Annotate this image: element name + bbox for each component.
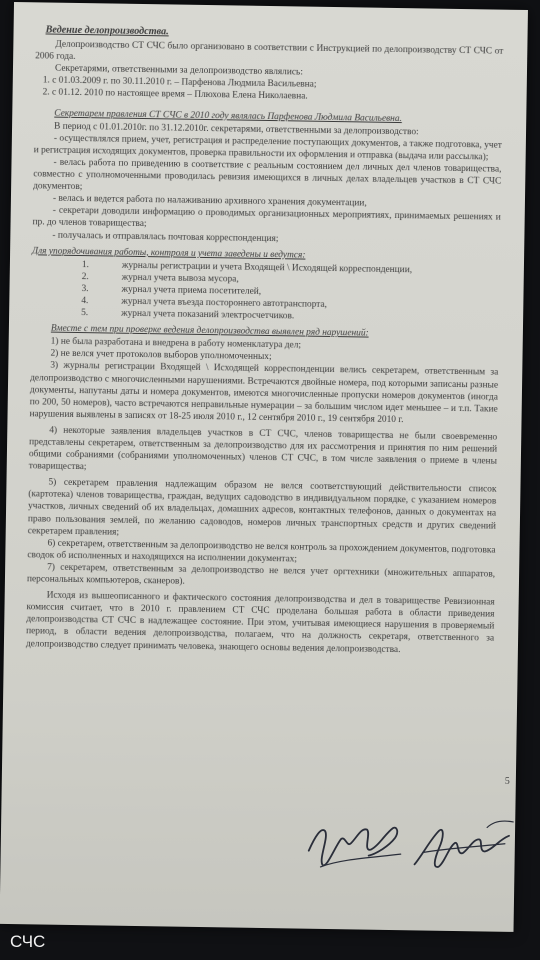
violation-item: 6) секретарем, ответственным за делопроизводство не велся контроль за прохождением документов, подготовка сводок об исполненных и находящихся на исполнении документах; xyxy=(27,538,496,565)
image-caption: СЧС xyxy=(10,932,46,951)
violation-item: 4) некоторые заявления владельцев участков в СТ СЧС, членов товарищества не были своевременно представлены секретарем, ответственным за делопроизводство для их рассмотрения и принятия по ним решений общими собраниями (собраниями уполномоченных) членов СТ СЧС, в том числе заявления о приеме в члены товарищества; xyxy=(28,425,498,473)
signature-2 xyxy=(408,808,519,880)
section-secretary-title: Секретарем правления СТ СЧС в 2010 году являлась Парфенова Людмила Васильевна. xyxy=(54,108,402,124)
document-body xyxy=(26,24,504,657)
secretaries-paragraph: Секретарями, ответственными за делопроизводство являлись: xyxy=(54,63,303,78)
journal-item: 2. журнал учета вывоза мусора, xyxy=(81,271,239,285)
journal-item: 5. журнал учета показаний электросчетчиков. xyxy=(81,308,295,322)
secretary-item-1: 1. с 01.03.2009 г. по 30.11.2010 г. – Парфенова Людмила Васильевна; xyxy=(42,75,317,91)
intro-paragraph: Делопроизводство СТ СЧС было организовано в соответствии с Инструкцией по делопроизводству СТ СЧС от 2006 года. xyxy=(35,39,504,63)
duty-item: - секретари доводили информацию о проводимых организационных мероприятиях, принимаемых решениях и пр. до членов товарищества; xyxy=(32,205,501,230)
violation-item: 5) секретарем правления надлежащим образом не велся соответствующий действительности список (картотека) членов товарищества, граждан, ведущих садоводство в индивидуальном порядке, с указанием номеров участков, личных сведений об их владельцах, домашних адресов, контактных телефонов, данных о документах на право пользования землей, по желанию садоводов, номеров личных транспортных средств и других сведений секретарем правления; xyxy=(27,477,497,538)
journal-list xyxy=(81,259,500,326)
journal-item: 1. журналы регистрации и учета Входящей \ Исходящей корреспонденции, xyxy=(81,259,413,275)
violation-item: 7) секретарем, ответственным за делопроизводство не велся учет оргтехники (множительных аппаратов, персональных компьютеров, сканеров). xyxy=(26,562,496,587)
document-page xyxy=(0,2,528,932)
journal-item: 4. журнал учета въезда постороннего автотранспорта, xyxy=(81,296,328,310)
section-violations-title: Вместе с тем при проверке ведения делопроизводства выявлен ряд нарушений: xyxy=(50,323,369,339)
duty-item: - осуществлялся прием, учет, регистрация и распределение поступающих документов, а также подготовка, учет и регистрация исходящих документов, проверка правильности их оформления и отправка (выдача или рассылка); xyxy=(33,133,502,163)
conclusion-paragraph: Исходя из вышеописанного и фактического состояния делопроизводства и дел в товариществе Ревизионная комиссия считает, что в 2010 г. правлением СТ СЧС проделана большая работа в области приведения делопроизводства СТ СЧС в надлежащее состояние. При этом, учитывая имеющиеся нарушения в проверяемый период, в области ведения делопроизводства, полагаем, что на должность секретаря, ответственного за делопроизводство следует принимать человека, знающего основы ведения делопроизводства. xyxy=(25,590,495,655)
secretary-item-2: 2. с 01.12. 2010 по настоящее время – Плюхова Елена Николаевна. xyxy=(42,87,308,103)
violation-item: 1) не была разработана и внедрена в работу номенклатура дел; xyxy=(50,336,302,351)
duty-item: - получалась и отправлялась почтовая корреспонденция; xyxy=(52,230,279,244)
page-number: 5 xyxy=(504,775,510,787)
violation-item: 2) не велся учет протоколов выборов уполномоченных; xyxy=(50,348,272,363)
document-heading: Ведение делопроизводства. xyxy=(45,24,169,38)
duty-item: - велась и ведется работа по налаживанию архивного хранения документации, xyxy=(52,193,367,209)
section-journals-title: Для упорядочивания работы, контроля и учета заведены и ведутся: xyxy=(32,245,306,261)
period-paragraph: В период с 01.01.2010г. по 31.12.2010г. секретарями, ответственными за делопроизводство: xyxy=(54,121,419,137)
violation-item: 3) журналы регистрации Входящей \ Исходящей корреспонденции велись секретарем, ответственным за делопроизводство с многочисленными нарушениями. Встречаются двойные номера, под которыми записаны разные документы, напутаны даты и номера документов, имеются многочисленные пропуски номеров документов (иногда по 200, 50 номеров), часто встречаются неправильные нумерации – за большим числом идет меньшее – и т.п. Такие нарушения выявлены в записях от 18-25 июля 2010 г., 12 сентября 2010 г., 19 сентября 2010 г. xyxy=(29,361,499,425)
journal-item: 3. журнал учета приема посетителей, xyxy=(81,283,262,297)
signature-1 xyxy=(300,807,411,879)
duty-item: - велась работа по приведению в соответствие с реальным состоянием дел личных дел членов товарищества, совместно с уполномоченными проводилась ревизия имеющихся в личных делах владельцев участков в СТ СЧС документов; xyxy=(33,157,502,193)
